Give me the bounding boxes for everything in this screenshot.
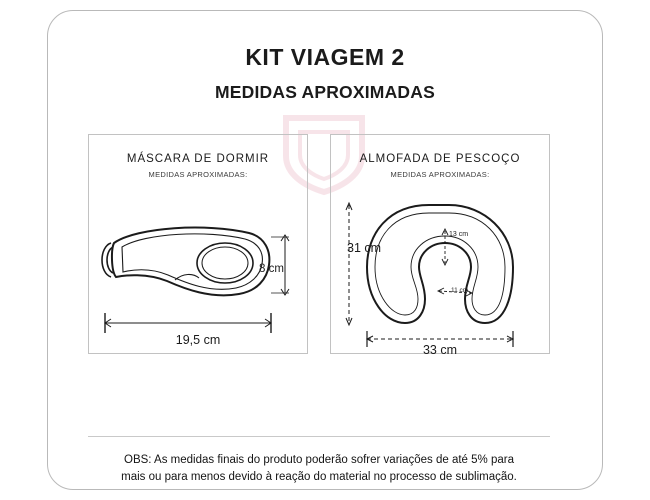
neck-pillow-inner-top-label: 13 cm [449,231,469,238]
panel-sleep-mask-subtitle: MEDIDAS APROXIMADAS: [148,170,248,179]
neck-pillow-width-label: 33 cm [422,343,458,357]
sleep-mask-height-label: 8 cm [259,263,284,275]
footer-note-line-1: OBS: As medidas finais do produto poderão sofrer variações de até 5% para [124,454,514,466]
neck-pillow-drawing [331,181,549,353]
neck-pillow-height-label: 31 cm [347,241,382,255]
footer-note [80,452,558,486]
panel-neck-pillow-subtitle: MEDIDAS APROXIMADAS: [390,170,490,179]
panel-sleep-mask-title: MÁSCARA DE DORMIR [126,153,270,165]
page-subtitle: MEDIDAS APROXIMADAS [215,82,435,102]
footer-note-line-2: mais ou para menos devido à reação do material no processo de sublimação. [121,471,517,483]
panel-neck-pillow-title: ALMOFADA DE PESCOÇO [359,153,521,165]
panel-neck-pillow [330,134,550,357]
panel-sleep-mask [88,134,308,354]
sleep-mask-width-label: 19,5 cm [175,333,221,347]
footer-divider [88,436,550,437]
neck-pillow-inner-side-label: 11 cm [451,287,469,294]
page-title: KIT VIAGEM 2 [245,44,405,70]
